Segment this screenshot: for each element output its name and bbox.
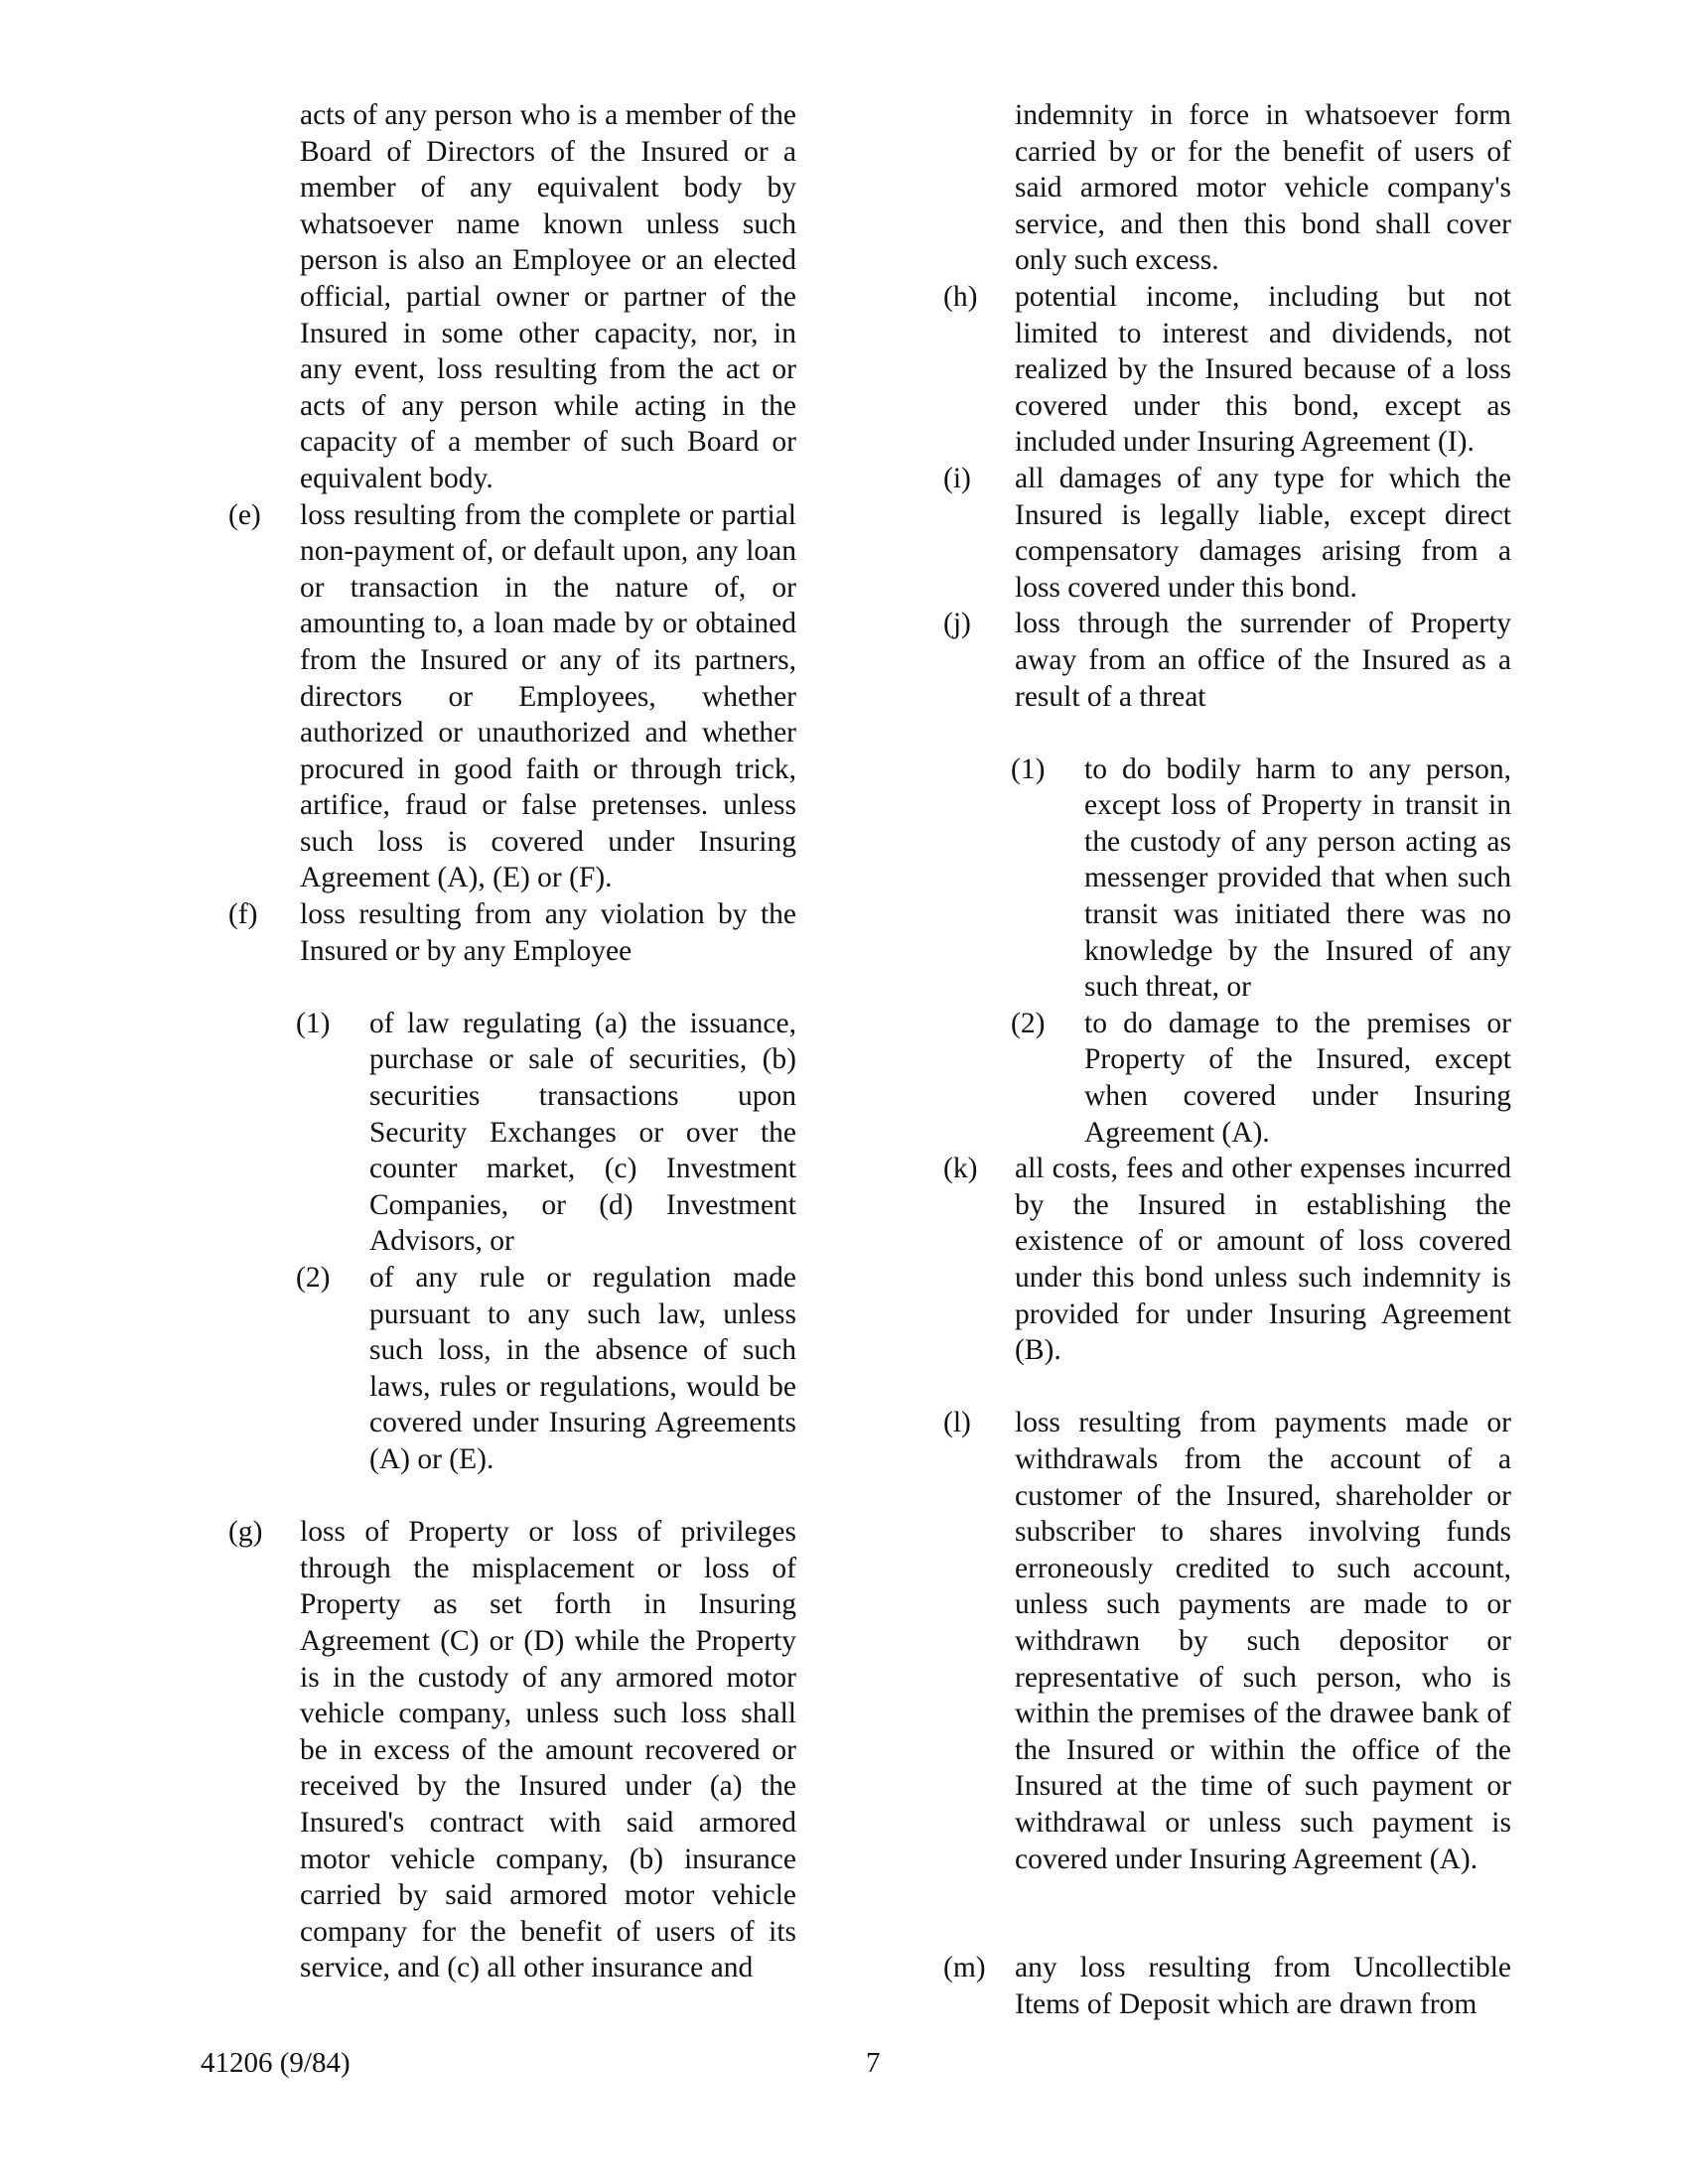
clause-e-text: loss resulting from the complete or partial non-payment of, or default upon, any loan or transaction in the nature of, or amounting to, a loan made by or obtained from the Insured or any of its partners, directors or Employees, whether authorized or unauthorized and whether procured in good faith or through trick, artifice, fraud or false pretenses. unless such loss is covered under Insuring Agreement (A), (E) or (F). bbox=[300, 498, 796, 894]
clause-l-label: (l) bbox=[943, 1407, 971, 1439]
clause-j bbox=[935, 606, 1511, 715]
clause-j-1-label: (1) bbox=[1011, 752, 1046, 785]
clause-f-1-text: of law regulating (a) the issuance, purchase or sale of securities, (b) securities transactions upon Security Exchanges or over the counter market, (c) Investment Companies, or (d) Investment Advisors, or bbox=[369, 1007, 796, 1258]
clause-i bbox=[935, 461, 1511, 606]
clause-m bbox=[935, 1950, 1511, 2022]
clause-f-1-label: (1) bbox=[296, 1007, 331, 1039]
form-number: 41206 (9/84) bbox=[201, 2047, 351, 2079]
left-column bbox=[220, 97, 796, 1986]
clause-i-label: (i) bbox=[943, 462, 971, 494]
clause-g-continuation: indemnity in force in whatsoever form carried by or for the benefit of users of said armored motor vehicle company's service, and then this bond shall cover only such excess. bbox=[1015, 99, 1511, 277]
clause-f-label: (f) bbox=[228, 898, 258, 931]
clause-j-label: (j) bbox=[943, 608, 971, 640]
clause-j-text: loss through the surrender of Property away from an office of the Insured as a result of a threat bbox=[1015, 608, 1511, 713]
spacer bbox=[220, 1478, 796, 1515]
clause-f-text: loss resulting from any violation by the Insured or by any Employee bbox=[300, 898, 796, 967]
clause-m-label: (m) bbox=[943, 1952, 986, 1984]
spacer bbox=[935, 1369, 1511, 1406]
clause-f-1 bbox=[292, 1006, 796, 1260]
clause-g-text: loss of Property or loss of privileges through the misplacement or loss of Property as set forth in Insuring Agreement (C) or (D) while the Property is in the custody of any armored motor vehicle company, unless such loss shall be in excess of the amount recovered or received by the Insured under (a) the Insured's contract with said armored motor vehicle company, (b) insurance carried by said armored motor vehicle company for the benefit of users of its service, and (c) all other insurance and bbox=[300, 1516, 796, 1984]
clause-f-2-text: of any rule or regulation made pursuant to any such law, unless such loss, in the absence of such laws, rules or regulations, would be covered under Insuring Agreements (A) or (E). bbox=[369, 1262, 796, 1475]
spacer bbox=[935, 1914, 1511, 1951]
spacer bbox=[220, 969, 796, 1006]
clause-j-2 bbox=[1007, 1006, 1511, 1151]
clause-e bbox=[220, 497, 796, 897]
right-column bbox=[935, 97, 1511, 2022]
clause-f-2-label: (2) bbox=[296, 1262, 331, 1294]
clause-g-label: (g) bbox=[228, 1516, 263, 1549]
clause-f bbox=[220, 896, 796, 969]
clause-k-text: all costs, fees and other expenses incurred by the Insured in establishing the existence of or amount of loss covered under this bond unless such indemnity is provided for under Insuring Agreement (B). bbox=[1015, 1153, 1511, 1367]
clause-j-1 bbox=[1007, 751, 1511, 1006]
clause-h bbox=[935, 279, 1511, 461]
clause-e-label: (e) bbox=[228, 498, 261, 531]
clause-j-1-text: to do bodily harm to any person, except loss of Property in transit in the custody of any person acting as messenger provided that when such transit was initiated there was no knowledge by the Insured of any such threat, or bbox=[1084, 752, 1511, 1004]
clause-d-continuation: acts of any person who is a member of the Board of Directors of the Insured or a member of any equivalent body by whatsoever name known unless such person is also an Employee or an elected official, partial owner or partner of the Insured in some other capacity, nor, in any event, loss resulting from the act or acts of any person while acting in the capacity of a member of such Board or equivalent body. bbox=[300, 99, 796, 494]
spacer bbox=[935, 715, 1511, 751]
clause-h-text: potential income, including but not limited to interest and dividends, not realized by the Insured because of a loss covered under this bond, except as included under Insuring Agreement (I). bbox=[1015, 280, 1511, 459]
clause-i-text: all damages of any type for which the Insured is legally liable, except direct compensatory damages arising from a loss covered under this bond. bbox=[1015, 462, 1511, 604]
clause-m-text: any loss resulting from Uncollectible Items of Deposit which are drawn from bbox=[1015, 1952, 1511, 2020]
clause-h-label: (h) bbox=[943, 280, 978, 313]
clause-f-2 bbox=[292, 1260, 796, 1478]
page-number: 7 bbox=[866, 2047, 881, 2079]
clause-k-label: (k) bbox=[943, 1153, 978, 1185]
clause-l-text: loss resulting from payments made or withdrawals from the account of a customer of the Insured, shareholder or subscriber to shares involving funds erroneously credited to such account, unless such payments are made to or withdrawn by such depositor or representative of such person, who is within the premises of the drawee bank of the Insured or within the office of the Insured at the time of such payment or withdrawal or unless such payment is covered under Insuring Agreement (A). bbox=[1015, 1407, 1511, 1875]
clause-j-2-label: (2) bbox=[1011, 1007, 1046, 1039]
clause-l bbox=[935, 1405, 1511, 1877]
clause-g bbox=[220, 1514, 796, 1986]
clause-j-2-text: to do damage to the premises or Property of the Insured, except when covered under Insuring Agreement (A). bbox=[1084, 1007, 1511, 1149]
clause-k bbox=[935, 1151, 1511, 1369]
spacer bbox=[935, 1877, 1511, 1914]
